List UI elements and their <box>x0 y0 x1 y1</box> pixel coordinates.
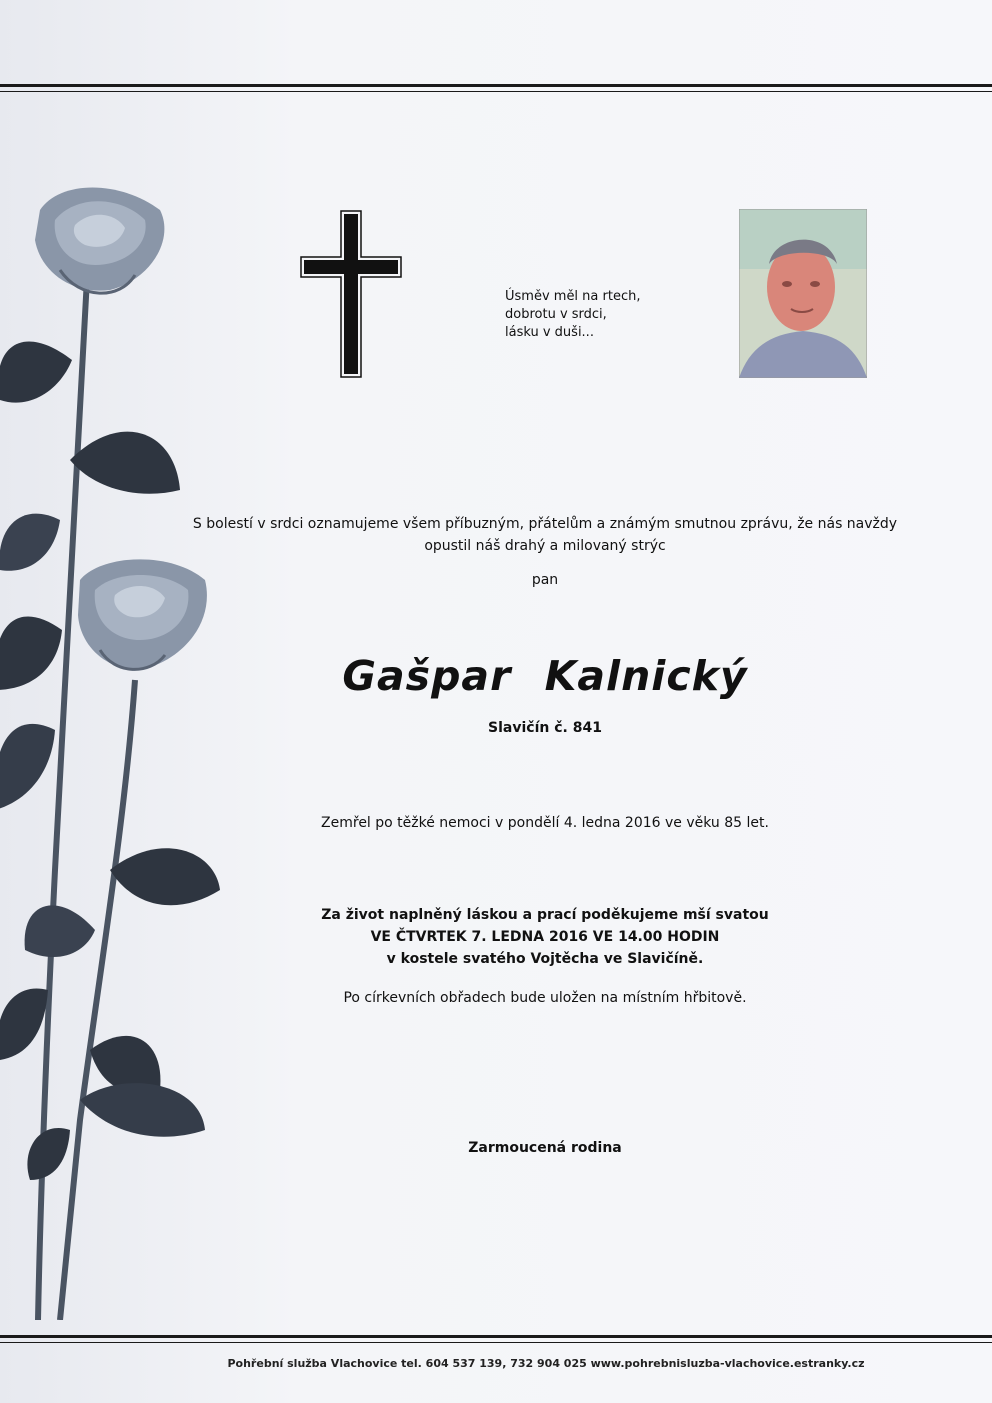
first-name: Gašpar <box>342 652 512 700</box>
last-name: Kalnický <box>544 652 748 700</box>
burial-notice: Po církevních obřadech bude uložen na místním hřbitově. <box>343 990 747 1006</box>
deceased-photo <box>739 209 867 378</box>
top-rule-thin <box>0 91 992 92</box>
upper-rose <box>35 188 164 294</box>
death-notice: Zemřel po těžké nemoci v pondělí 4. ledna 2016 ve věku 85 let. <box>321 815 769 831</box>
mass-line-3: v kostele svatého Vojtěcha ve Slavičíně. <box>386 951 704 967</box>
cross-icon <box>300 210 402 378</box>
top-rule <box>0 84 992 87</box>
deceased-address: Slavičín č. 841 <box>488 720 602 736</box>
mass-line-1: Za život naplněný láskou a prací poděkujeme mší svatou <box>321 907 769 923</box>
deceased-name <box>170 652 920 700</box>
mass-line-2: VE ČTVRTEK 7. LEDNA 2016 VE 14.00 HODIN <box>370 929 720 945</box>
announcement-text: S bolestí v srdci oznamujeme všem příbuzným, přátelům a známým smutnou zprávu, že nás navždy opustil náš drahý a milovaný strýc <box>192 516 898 554</box>
bottom-rule-thin <box>0 1342 992 1343</box>
signature: Zarmoucená rodina <box>468 1140 622 1156</box>
title-word: pan <box>531 572 559 588</box>
bottom-rule <box>0 1335 992 1338</box>
motto-text: Úsměv měl na rtech, dobrotu v srdci, lásku v duši... <box>505 289 641 340</box>
footer-contact: Pohřební služba Vlachovice tel. 604 537 139, 732 904 025 www.pohrebnisluzba-vlachovice.estranky.cz <box>227 1357 865 1370</box>
mass-notice <box>170 904 920 970</box>
